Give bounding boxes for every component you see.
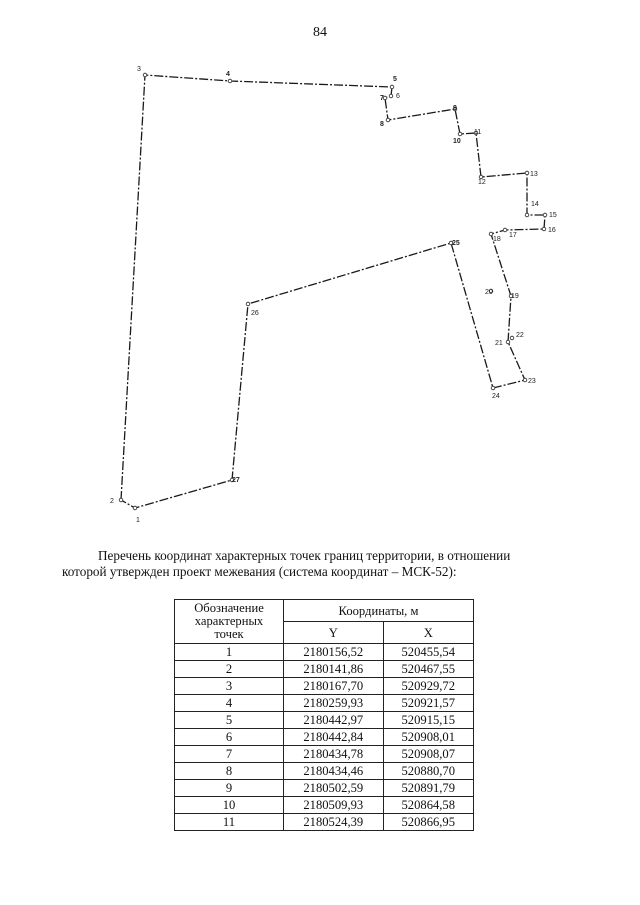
outer-boundary-line [121, 75, 545, 508]
table-row [175, 814, 474, 831]
boundary-point-label: 11 [474, 129, 482, 136]
y-value: 2180442,97 [284, 712, 384, 729]
table-caption [62, 548, 584, 580]
coordinates-table [174, 599, 474, 831]
x-value: 520455,54 [383, 644, 473, 661]
boundary-point-label: 26 [251, 310, 259, 317]
boundary-point-marker [458, 132, 462, 136]
boundary-point-marker [523, 378, 527, 382]
boundary-point-label: 16 [548, 227, 556, 234]
boundary-point-label: 22 [516, 332, 524, 339]
x-value: 520891,79 [383, 780, 473, 797]
boundary-point-label: 6 [396, 93, 400, 100]
x-value: 520467,55 [383, 661, 473, 678]
boundary-point-marker [386, 118, 390, 122]
point-number: 9 [175, 780, 284, 797]
boundary-point-label: 3 [137, 66, 141, 73]
boundary-point-marker [543, 213, 547, 217]
point-number: 6 [175, 729, 284, 746]
x-value: 520908,07 [383, 746, 473, 763]
boundary-point-label: 24 [492, 393, 500, 400]
x-value: 520929,72 [383, 678, 473, 695]
table-row [175, 797, 474, 814]
table-row [175, 695, 474, 712]
point-number: 5 [175, 712, 284, 729]
header-coordinates: Координаты, м [284, 600, 474, 622]
y-value: 2180141,86 [284, 661, 384, 678]
point-number: 4 [175, 695, 284, 712]
boundary-point-marker [228, 79, 232, 83]
boundary-point-label: 19 [511, 293, 519, 300]
y-value: 2180434,46 [284, 763, 384, 780]
boundary-point-label: 27 [232, 477, 240, 484]
table-row [175, 661, 474, 678]
table-row [175, 729, 474, 746]
table-row [175, 763, 474, 780]
point-number: 2 [175, 661, 284, 678]
point-number: 7 [175, 746, 284, 763]
y-value: 2180156,52 [284, 644, 384, 661]
y-value: 2180442,84 [284, 729, 384, 746]
boundary-point-label: 8 [380, 121, 384, 128]
y-value: 2180502,59 [284, 780, 384, 797]
caption-line-2: которой утвержден проект межевания (система координат – МСК-52): [62, 564, 457, 579]
boundary-point-label: 5 [393, 76, 397, 83]
header-x: X [383, 622, 473, 644]
boundary-point-marker [506, 340, 510, 344]
header-y: Y [284, 622, 384, 644]
point-number: 8 [175, 763, 284, 780]
boundary-point-marker [133, 506, 137, 510]
boundary-point-label: 10 [453, 138, 461, 145]
y-value: 2180509,93 [284, 797, 384, 814]
x-value: 520921,57 [383, 695, 473, 712]
boundary-point-marker [390, 85, 394, 89]
y-value: 2180434,78 [284, 746, 384, 763]
y-value: 2180167,70 [284, 678, 384, 695]
boundary-point-label: 9 [453, 105, 457, 112]
boundary-point-label: 13 [530, 171, 538, 178]
boundary-point-marker [119, 498, 123, 502]
table-row [175, 644, 474, 661]
boundary-point-label: 17 [509, 232, 517, 239]
boundary-point-label: 7 [380, 95, 384, 102]
point-number: 3 [175, 678, 284, 695]
boundary-point-marker [143, 73, 147, 77]
boundary-point-marker [389, 94, 393, 98]
boundary-point-label: 14 [531, 201, 539, 208]
table-row [175, 712, 474, 729]
header-point-name: Обозначение характерных точек [175, 600, 284, 644]
boundary-point-marker [510, 336, 514, 340]
boundary-point-label: 18 [493, 236, 501, 243]
boundary-point-label: 4 [226, 71, 230, 78]
point-number: 1 [175, 644, 284, 661]
point-number: 11 [175, 814, 284, 831]
boundary-point-marker [542, 227, 546, 231]
boundary-point-label: 12 [478, 179, 486, 186]
x-value: 520915,15 [383, 712, 473, 729]
y-value: 2180259,93 [284, 695, 384, 712]
boundary-point-label: 20 [485, 289, 493, 296]
caption-line-1: Перечень координат характерных точек границ территории, в отношении [98, 548, 511, 563]
x-value: 520866,95 [383, 814, 473, 831]
point-labels [110, 66, 557, 524]
boundary-point-marker [525, 171, 529, 175]
x-value: 520908,01 [383, 729, 473, 746]
point-markers [119, 73, 547, 510]
boundary-point-marker [491, 386, 495, 390]
boundary-point-marker [246, 302, 250, 306]
boundary-point-marker [525, 213, 529, 217]
boundary-point-label: 1 [136, 517, 140, 524]
table-row [175, 678, 474, 695]
boundary-point-label: 25 [452, 240, 460, 247]
point-number: 10 [175, 797, 284, 814]
x-value: 520880,70 [383, 763, 473, 780]
boundary-point-label: 15 [549, 212, 557, 219]
page-number: 84 [313, 25, 327, 40]
table-row [175, 780, 474, 797]
table-row [175, 746, 474, 763]
boundary-point-label: 21 [495, 340, 503, 347]
x-value: 520864,58 [383, 797, 473, 814]
boundary-point-marker [503, 228, 507, 232]
y-value: 2180524,39 [284, 814, 384, 831]
boundary-point-label: 23 [528, 378, 536, 385]
boundary-point-label: 2 [110, 498, 114, 505]
